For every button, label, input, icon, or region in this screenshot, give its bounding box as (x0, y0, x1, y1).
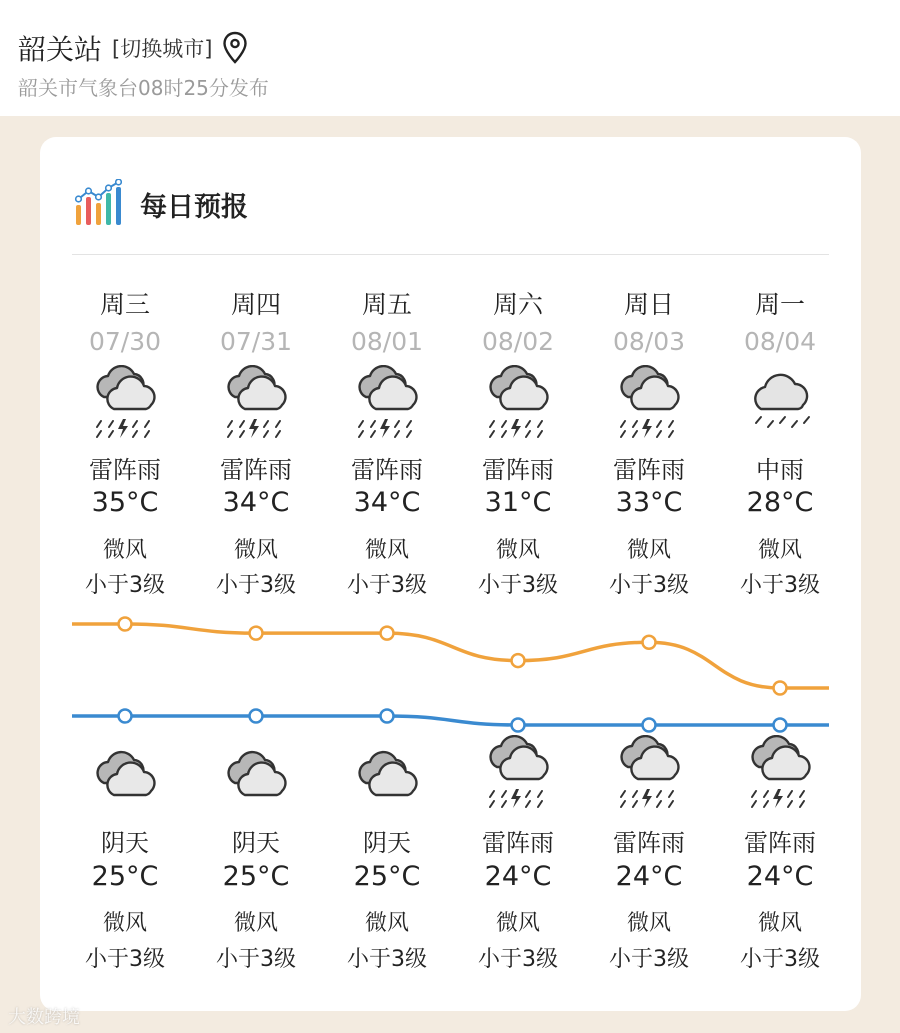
top-bar (0, 0, 900, 116)
day-weather: 雷阵雨 (220, 456, 292, 484)
high-temp: 34°C (353, 487, 421, 518)
low-temp-line (72, 716, 829, 725)
night-wind-level: 小于3级 (216, 947, 296, 972)
day-wind-level: 小于3级 (347, 573, 427, 598)
day-wind: 微风 (102, 538, 147, 563)
night-wind: 微风 (495, 911, 540, 936)
night-wind: 微风 (626, 911, 671, 936)
night-wind-level: 小于3级 (609, 947, 689, 972)
forecast-date: 08/04 (743, 327, 817, 356)
low-temp: 25°C (353, 861, 421, 892)
night-wind-level: 小于3级 (347, 947, 427, 972)
temperature-trend-chart (40, 592, 861, 752)
night-weather: 阴天 (101, 829, 149, 857)
low-temp-point (381, 710, 394, 723)
low-temp: 24°C (484, 861, 552, 892)
night-wind: 微风 (102, 911, 147, 936)
night-weather: 阴天 (232, 829, 280, 857)
forecast-date: 08/01 (350, 327, 424, 356)
location-pin-icon[interactable] (222, 31, 248, 65)
station-selector[interactable] (18, 28, 248, 68)
header-divider (72, 254, 829, 255)
publish-info: 韶关市气象台08时25分发布 (18, 76, 269, 100)
low-temp: 24°C (615, 861, 683, 892)
night-wind-level: 小于3级 (478, 947, 558, 972)
high-temp-point (643, 636, 656, 649)
low-temp: 24°C (746, 861, 814, 892)
low-temp: 25°C (91, 861, 159, 892)
day-weather: 雷阵雨 (89, 456, 161, 484)
day-wind: 微风 (233, 538, 278, 563)
high-temp-point (381, 627, 394, 640)
high-temp: 31°C (484, 487, 552, 518)
day-wind-level: 小于3级 (478, 573, 558, 598)
night-wind-level: 小于3级 (740, 947, 820, 972)
watermark: 大数跨境 (8, 1007, 80, 1028)
day-of-week: 周六 (492, 290, 543, 319)
day-wind: 微风 (626, 538, 671, 563)
forecast-date: 08/02 (481, 327, 555, 356)
forecast-date: 07/31 (219, 327, 293, 356)
high-temp-point (774, 682, 787, 695)
low-temp-point (774, 719, 787, 732)
day-weather: 雷阵雨 (613, 456, 685, 484)
low-temp-point (643, 719, 656, 732)
day-wind: 微风 (364, 538, 409, 563)
thunderstorm-icon (322, 365, 452, 445)
forecast-date: 07/30 (88, 327, 162, 356)
night-wind-level: 小于3级 (85, 947, 165, 972)
low-temp-point (250, 710, 263, 723)
night-wind: 微风 (233, 911, 278, 936)
night-wind: 微风 (364, 911, 409, 936)
night-weather: 雷阵雨 (482, 829, 554, 857)
thunderstorm-icon (453, 365, 583, 445)
night-weather: 雷阵雨 (613, 829, 685, 857)
thunderstorm-icon (60, 365, 190, 445)
day-of-week: 周日 (623, 290, 674, 319)
station-name: 韶关站 (18, 33, 103, 66)
night-wind: 微风 (757, 911, 802, 936)
high-temp: 34°C (222, 487, 290, 518)
day-weather: 中雨 (756, 456, 804, 484)
thunderstorm-icon (191, 365, 321, 445)
thunderstorm-icon (584, 365, 714, 445)
night-weather: 雷阵雨 (744, 829, 816, 857)
high-temp: 33°C (615, 487, 683, 518)
daily-forecast-card (40, 137, 861, 1011)
high-temp-point (250, 627, 263, 640)
switch-city-link[interactable]: [切换城市] (112, 37, 213, 61)
day-wind-level: 小于3级 (740, 573, 820, 598)
day-weather: 雷阵雨 (482, 456, 554, 484)
card-header (72, 179, 248, 229)
low-temp: 25°C (222, 861, 290, 892)
day-wind-level: 小于3级 (609, 573, 689, 598)
night-weather: 阴天 (363, 829, 411, 857)
day-of-week: 周五 (361, 290, 412, 319)
forecast-date: 08/03 (612, 327, 686, 356)
daily-forecast-chart-icon (72, 179, 122, 229)
card-title: 每日预报 (140, 191, 248, 223)
high-temp-point (512, 654, 525, 667)
low-temp-point (119, 710, 132, 723)
high-temp: 35°C (91, 487, 159, 518)
high-temp-point (119, 618, 132, 631)
day-wind: 微风 (495, 538, 540, 563)
moderate-rain-icon (715, 365, 845, 445)
day-wind-level: 小于3级 (85, 573, 165, 598)
high-temp: 28°C (746, 487, 814, 518)
day-wind: 微风 (757, 538, 802, 563)
day-of-week: 周一 (754, 290, 805, 319)
day-weather: 雷阵雨 (351, 456, 423, 484)
high-temp-line (72, 624, 829, 688)
low-temp-point (512, 719, 525, 732)
day-of-week: 周三 (99, 290, 150, 319)
day-of-week: 周四 (230, 290, 281, 319)
day-wind-level: 小于3级 (216, 573, 296, 598)
